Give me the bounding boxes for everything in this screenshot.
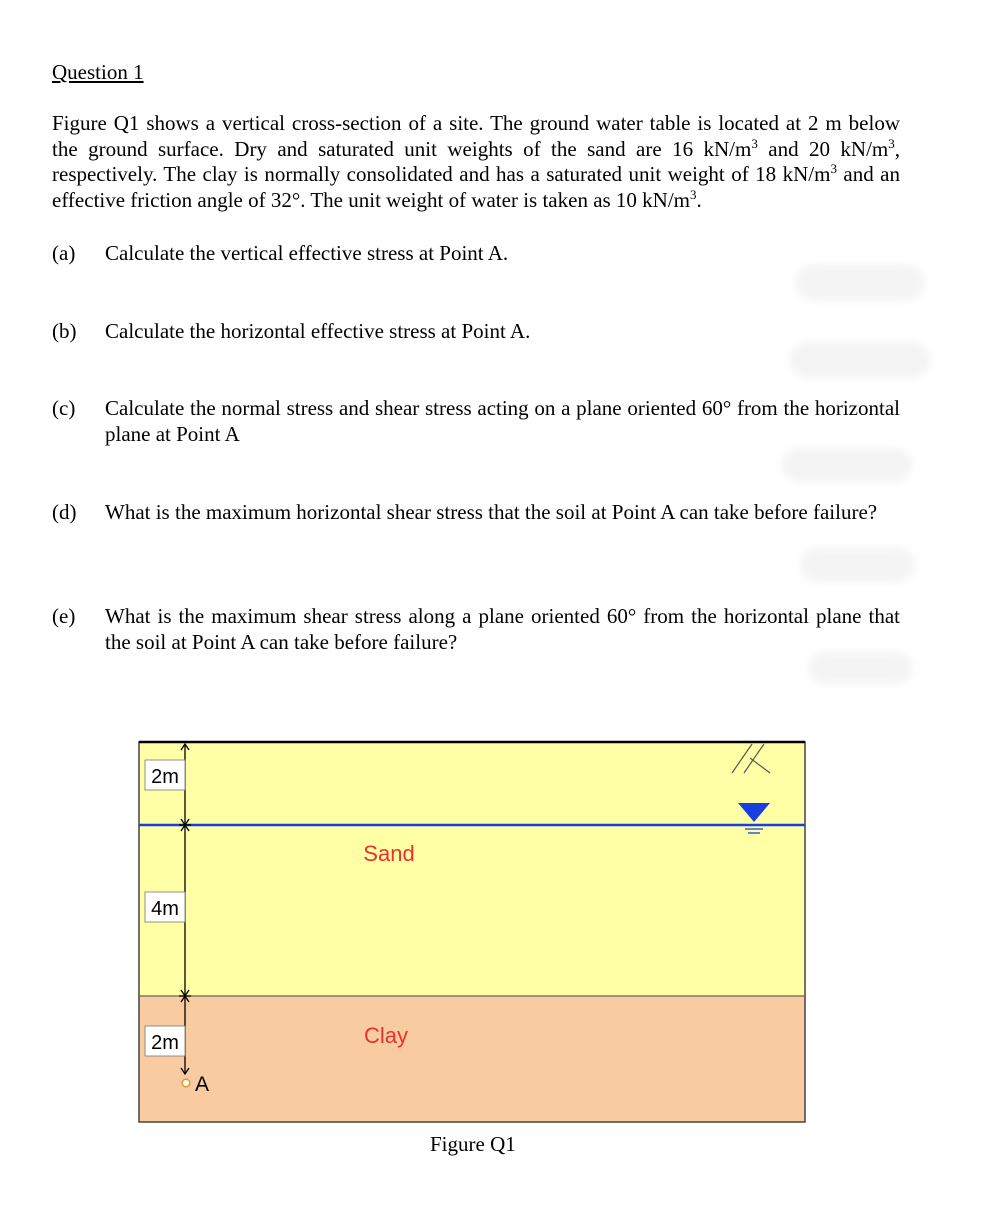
point-a-label: A	[195, 1073, 210, 1096]
part-d-label: (d)	[52, 500, 77, 524]
question-title: Question 1	[52, 60, 144, 84]
part-e-text: What is the maximum shear stress along a plane oriented 60° from the horizontal plane that the soil at Point A can take before failure?	[105, 604, 900, 654]
dim-label-mid: 4m	[151, 898, 179, 920]
part-b-text: Calculate the horizontal effective stress at Point A.	[105, 319, 531, 343]
part-a-text: Calculate the vertical effective stress at Point A.	[105, 241, 509, 265]
dim-label-bottom: 2m	[151, 1032, 179, 1054]
sand-label: Sand	[363, 841, 415, 866]
sand-layer	[139, 742, 805, 996]
part-b-label: (b)	[52, 319, 77, 343]
clay-layer	[139, 996, 805, 1122]
part-d-text: What is the maximum horizontal shear stress that the soil at Point A can take before failure?	[105, 500, 878, 524]
clay-label: Clay	[363, 1023, 409, 1048]
part-e-label: (e)	[52, 604, 76, 628]
part-c-text: Calculate the normal stress and shear stress acting on a plane oriented 60° from the horizontal plane at Point A	[105, 396, 900, 446]
part-a-label: (a)	[52, 241, 76, 265]
point-a-marker	[182, 1079, 190, 1087]
intro-paragraph: Figure Q1 shows a vertical cross-section of a site. The ground water table is located at 2 m below the ground surface. Dry and saturated unit weights of the sand are 16 $kN/m^3$ and 20 $kN/m^3$, respectively. The clay is normally consolidated and has a saturated unit weight of 18 $kN/m^3$ and an effective friction angle of 32°. The unit weight of water is taken as 10 $kN/m^3$.	[52, 111, 901, 212]
figure-caption: Figure Q1	[430, 1132, 516, 1156]
dim-label-top: 2m	[151, 766, 179, 788]
part-c-label: (c)	[52, 396, 76, 420]
